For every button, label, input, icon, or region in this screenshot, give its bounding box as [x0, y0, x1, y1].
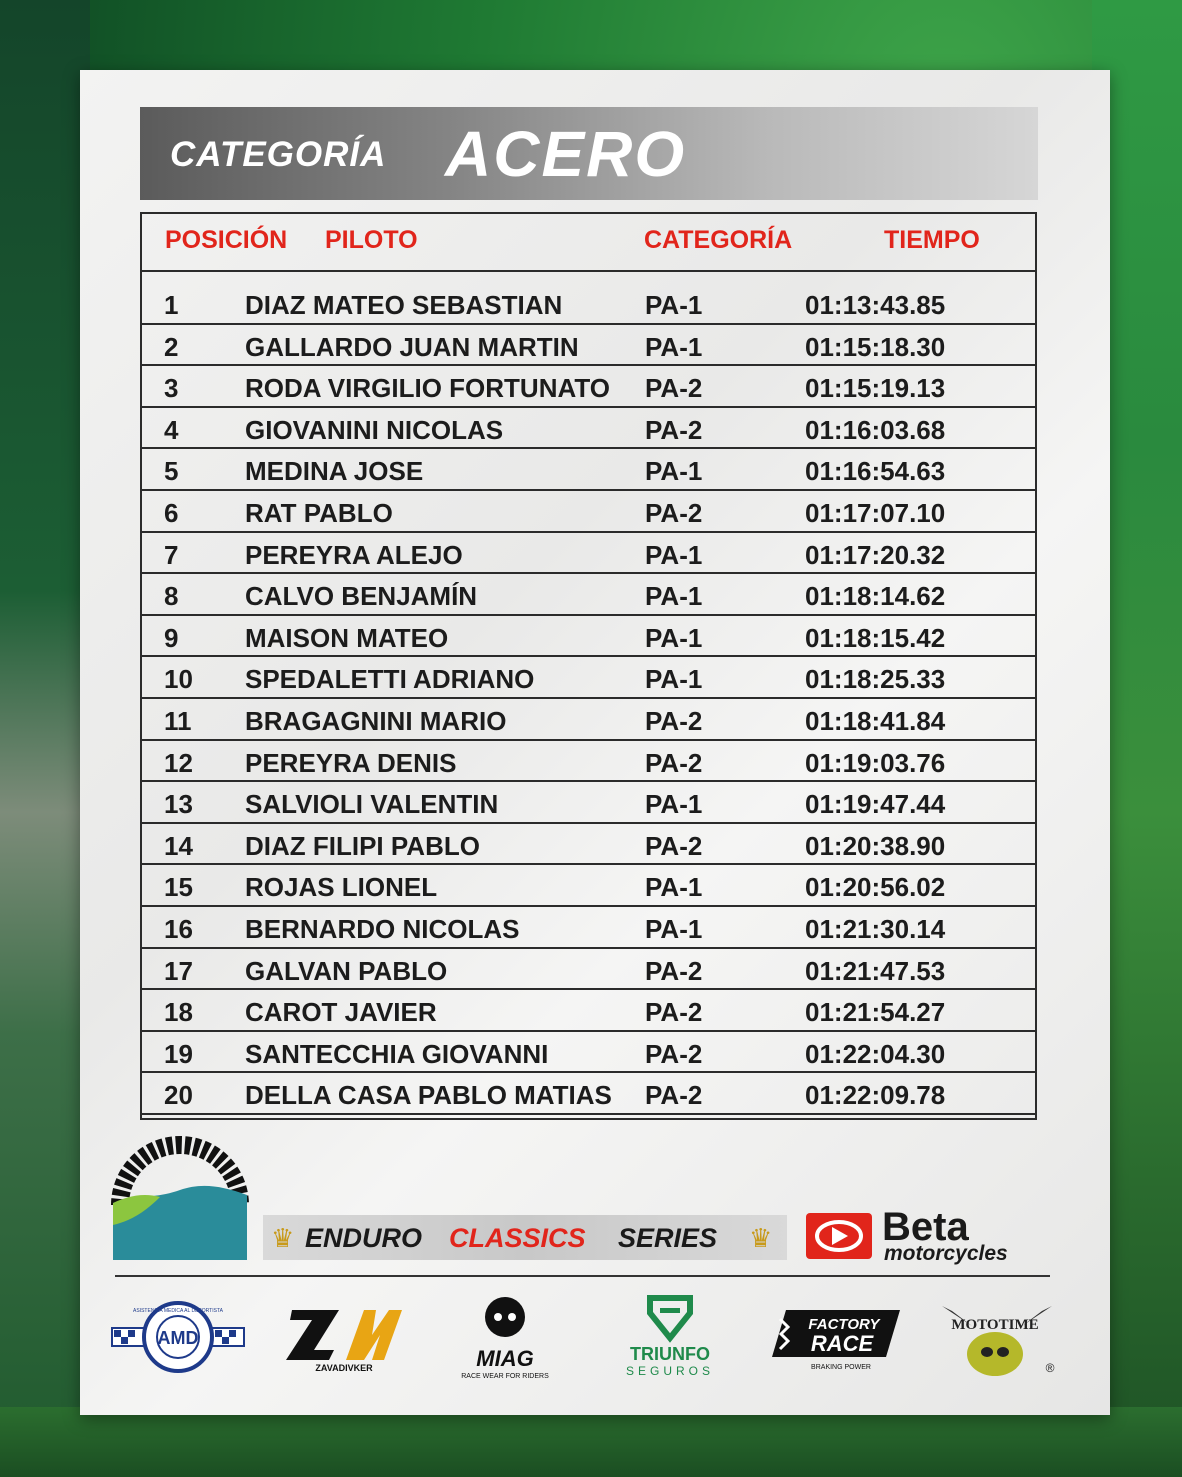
time-cell: 01:20:38.90: [805, 830, 946, 861]
time-cell: 01:17:20.32: [805, 539, 946, 570]
svg-text:®: ®: [1045, 1361, 1055, 1375]
svg-text:MIAG: MIAG: [476, 1346, 534, 1371]
svg-text:ZAVADIVKER: ZAVADIVKER: [315, 1363, 373, 1373]
position-cell: 2: [164, 331, 179, 362]
header-pilot: PILOTO: [325, 226, 418, 254]
table-row: [142, 408, 1035, 450]
table-row: [142, 699, 1035, 741]
pilot-cell: SALVIOLI VALENTIN: [245, 789, 499, 820]
time-cell: 01:13:43.85: [805, 290, 946, 320]
pilot-cell: PEREYRA ALEJO: [245, 539, 463, 570]
table-row: [142, 782, 1035, 824]
category-cell: PA-1: [645, 581, 703, 612]
pilot-cell: MAISON MATEO: [245, 622, 449, 653]
table-row: [142, 865, 1035, 907]
time-cell: 01:19:03.76: [805, 747, 946, 778]
beta-logo-mark: [806, 1213, 872, 1259]
table-row: [142, 949, 1035, 991]
position-cell: 9: [164, 622, 179, 653]
category-cell: PA-2: [645, 830, 703, 861]
position-cell: 7: [164, 539, 179, 570]
time-cell: 01:20:56.02: [805, 872, 946, 903]
position-cell: 12: [164, 747, 193, 778]
header-category: CATEGORÍA: [644, 226, 793, 254]
svg-text:RACE WEAR FOR RIDERS: RACE WEAR FOR RIDERS: [461, 1373, 549, 1380]
category-cell: PA-1: [645, 914, 703, 944]
table-row: [142, 325, 1035, 367]
time-cell: 01:21:30.14: [805, 914, 946, 944]
pilot-cell: SANTECCHIA GIOVANNI: [245, 1038, 549, 1069]
table-row: [142, 491, 1035, 533]
position-cell: 6: [164, 498, 179, 528]
pilot-cell: DIAZ MATEO SEBASTIAN: [245, 290, 563, 320]
table-row: [142, 657, 1035, 699]
category-cell: PA-1: [645, 456, 703, 487]
pilot-cell: RODA VIRGILIO FORTUNATO: [245, 373, 610, 404]
time-cell: 01:18:14.62: [805, 581, 946, 612]
svg-text:RACE: RACE: [810, 1331, 874, 1356]
svg-text:MOTOTIME: MOTOTIME: [951, 1317, 1039, 1333]
category-cell: PA-2: [645, 498, 703, 528]
category-cell: PA-1: [645, 664, 703, 695]
category-cell: PA-2: [645, 955, 703, 986]
category-title: ACERO: [445, 118, 687, 190]
table-row: [142, 616, 1035, 658]
pilot-cell: BERNARDO NICOLAS: [245, 914, 520, 944]
category-cell: PA-1: [645, 789, 703, 820]
svg-text:FACTORY: FACTORY: [808, 1316, 880, 1333]
sponsor-zavadivker: [284, 1305, 404, 1375]
pilot-cell: DIAZ FILIPI PABLO: [245, 830, 480, 861]
table-row: [142, 449, 1035, 491]
svg-text:TRIUNFO: TRIUNFO: [630, 1344, 710, 1364]
time-cell: 01:15:19.13: [805, 373, 946, 404]
table-row: [142, 533, 1035, 575]
pilot-cell: MEDINA JOSE: [245, 456, 424, 487]
svg-text:BRAKING POWER: BRAKING POWER: [811, 1364, 871, 1371]
position-cell: 18: [164, 997, 193, 1028]
sponsor-triunfo: [605, 1293, 735, 1383]
time-cell: 01:17:07.10: [805, 498, 946, 528]
position-cell: 8: [164, 581, 179, 612]
background-bottom: [0, 1407, 1182, 1477]
beta-brand-sub: motorcycles: [884, 1242, 1008, 1265]
table-row: [142, 741, 1035, 783]
pilot-cell: CALVO BENJAMÍN: [245, 581, 478, 612]
category-banner: [140, 107, 1038, 200]
position-cell: 1: [164, 290, 179, 320]
sponsor-amd: [108, 1300, 248, 1380]
sponsor-miag: [450, 1292, 560, 1382]
position-cell: 3: [164, 373, 179, 404]
position-cell: 16: [164, 914, 193, 944]
pilot-cell: GALLARDO JUAN MARTIN: [245, 331, 579, 362]
crown-icon: ♛: [271, 1223, 295, 1253]
header-position: POSICIÓN: [165, 226, 288, 254]
time-cell: 01:15:18.30: [805, 331, 946, 362]
pilot-cell: PEREYRA DENIS: [245, 747, 457, 778]
category-cell: PA-1: [645, 622, 703, 653]
pilot-cell: DELLA CASA PABLO MATIAS: [245, 1080, 612, 1111]
header-divider: [142, 270, 1035, 272]
beta-brand-name: Beta: [882, 1205, 969, 1249]
table-row: [142, 1032, 1035, 1074]
category-cell: PA-2: [645, 1080, 703, 1111]
category-cell: PA-2: [645, 747, 703, 778]
position-cell: 19: [164, 1038, 193, 1069]
time-cell: 01:22:04.30: [805, 1038, 946, 1069]
pilot-cell: SPEDALETTI ADRIANO: [245, 664, 535, 695]
time-cell: 01:18:41.84: [805, 706, 946, 736]
time-cell: 01:21:54.27: [805, 997, 946, 1028]
category-cell: PA-2: [645, 997, 703, 1028]
position-cell: 17: [164, 955, 193, 986]
table-row: [142, 990, 1035, 1032]
sponsor-mototime: [932, 1296, 1062, 1386]
category-label: CATEGORÍA: [170, 135, 387, 174]
position-cell: 5: [164, 456, 179, 487]
table-row: [142, 1073, 1035, 1115]
crown-icon: ♛: [749, 1223, 773, 1253]
category-cell: PA-2: [645, 373, 703, 404]
pilot-cell: RAT PABLO: [245, 498, 393, 528]
header-time: TIEMPO: [884, 226, 980, 254]
pilot-cell: GALVAN PABLO: [245, 955, 448, 986]
time-cell: 01:16:03.68: [805, 414, 946, 445]
table-row: [142, 907, 1035, 949]
time-cell: 01:21:47.53: [805, 955, 946, 986]
svg-text:AMD: AMD: [157, 1328, 199, 1348]
position-cell: 10: [164, 664, 193, 695]
category-cell: PA-2: [645, 414, 703, 445]
table-row: [142, 366, 1035, 408]
svg-text:SEGUROS: SEGUROS: [625, 1364, 715, 1378]
time-cell: 01:22:09.78: [805, 1080, 946, 1111]
position-cell: 13: [164, 789, 193, 820]
position-cell: 20: [164, 1080, 193, 1111]
category-cell: PA-2: [645, 706, 703, 736]
table-row: [142, 283, 1035, 325]
position-cell: 11: [164, 706, 192, 736]
pilot-cell: ROJAS LIONEL: [245, 872, 438, 903]
category-cell: PA-1: [645, 331, 703, 362]
pilot-cell: BRAGAGNINI MARIO: [245, 706, 507, 736]
time-cell: 01:18:25.33: [805, 664, 946, 695]
position-cell: 15: [164, 872, 193, 903]
position-cell: 4: [164, 414, 179, 445]
category-cell: PA-1: [645, 539, 703, 570]
federation-logo: [110, 1125, 250, 1265]
position-cell: 14: [164, 830, 193, 861]
enduro-classics-series-logo: ♛ ENDURO CLASSICS SERIES ♛: [263, 1215, 787, 1260]
background-left: [0, 0, 90, 1477]
table-row: [142, 574, 1035, 616]
table-row: [142, 824, 1035, 866]
pilot-cell: CAROT JAVIER: [245, 997, 437, 1028]
category-cell: PA-2: [645, 1038, 703, 1069]
sponsor-factory-race: [766, 1305, 902, 1375]
category-cell: PA-1: [645, 872, 703, 903]
category-cell: PA-1: [645, 290, 703, 320]
time-cell: 01:16:54.63: [805, 456, 946, 487]
sponsors-divider: [115, 1275, 1050, 1277]
pilot-cell: GIOVANINI NICOLAS: [245, 414, 504, 445]
svg-text:ASISTENCIA MEDICA AL DEPORTIST: ASISTENCIA MEDICA AL DEPORTISTA: [133, 1308, 223, 1314]
time-cell: 01:18:15.42: [805, 622, 946, 653]
time-cell: 01:19:47.44: [805, 789, 946, 820]
